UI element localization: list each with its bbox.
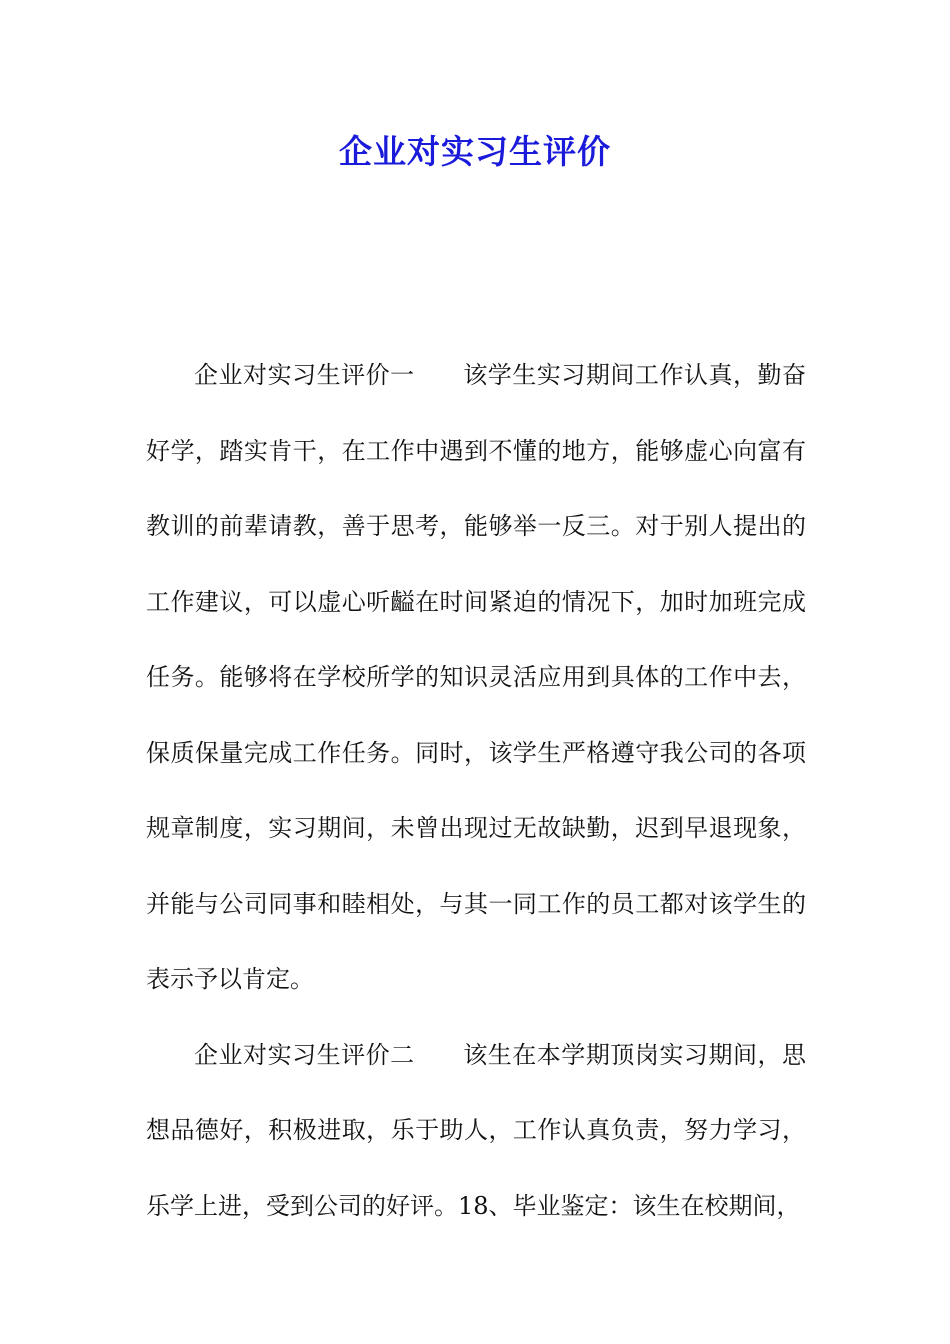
paragraph-1-heading: 企业对实习生评价一 [194,361,415,389]
paragraph-2-text: 该生在本学期顶岗实习期间，思想品德好，积极进取，乐于助人，工作认真负责，努力学习，乐学上进，受到公司的好评。18、毕业鉴定：该生在校期间， [146,1040,807,1220]
paragraph-2 [146,1018,806,1245]
document-body [146,338,806,1244]
paragraph-1 [146,338,806,1018]
document-title: 企业对实习生评价 [339,132,611,171]
paragraph-1-text: 该学生实习期间工作认真，勤奋好学，踏实肯干，在工作中遇到不懂的地方，能够虚心向富有教训的前辈请教，善于思考，能够举一反三。对于别人提出的工作建议，可以虚心听齸在时间紧迫的情况下，加时加班完成任务。能够将在学校所学的知识灵活应用到具体的工作中去，保质保量完成工作任务。同时，该学生严格遵守我公司的各项规章制度，实习期间，未曾出现过无故缺勤，迟到早退现象，并能与公司同事和睦相处，与其一同工作的员工都对该学生的表示予以肯定。 [146,361,807,993]
paragraph-2-heading: 企业对实习生评价二 [194,1040,415,1069]
